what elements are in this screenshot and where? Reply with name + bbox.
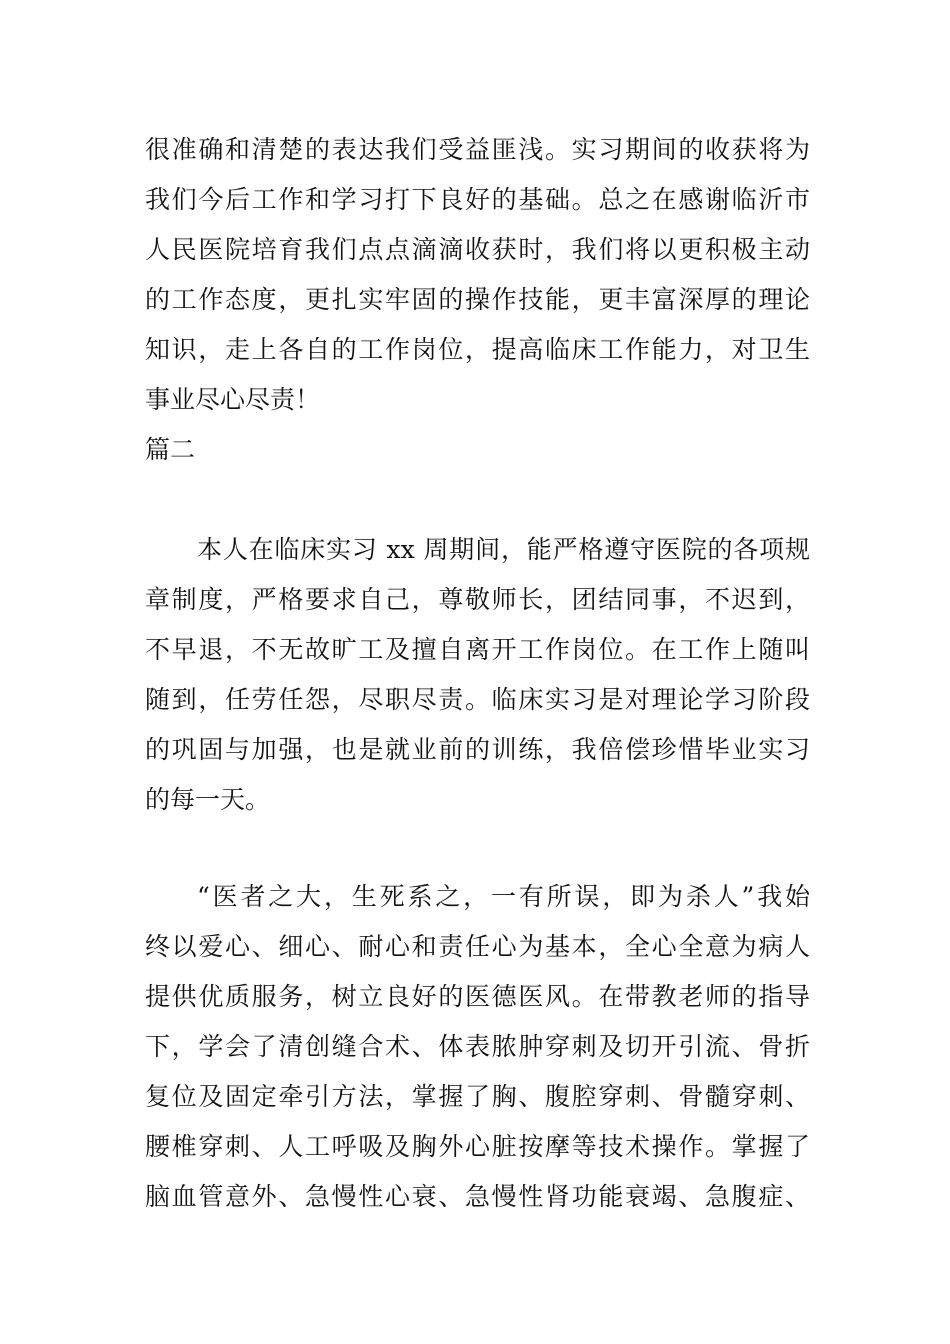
text-line: “医者之大，生死系之，一有所误，即为杀人”我始: [197, 882, 810, 911]
paragraph-internship-discipline: [145, 525, 810, 825]
text-line: 的每一天。: [145, 785, 271, 814]
text-line: 腰椎穿刺、人工呼吸及胸外心脏按摩等技术操作。掌握了: [145, 1132, 810, 1161]
text-line: 本人在临床实习 xx 周期间，能严格遵守医院的各项规: [197, 535, 810, 564]
text-line: 知识，走上各自的工作岗位，提高临床工作能力，对卫生: [145, 335, 810, 364]
text-line: 复位及固定牵引方法，掌握了胸、腹腔穿刺、骨髓穿刺、: [145, 1082, 810, 1111]
text-line: 章制度，严格要求自己，尊敬师长，团结同事，不迟到，: [145, 585, 810, 614]
section-heading: [145, 425, 810, 475]
text-line: 不早退，不无故旷工及擅自离开工作岗位。在工作上随叫: [145, 635, 810, 664]
text-line: 很准确和清楚的表达我们受益匪浅。实习期间的收获将为: [145, 135, 810, 164]
text-line: 提供优质服务，树立良好的医德医风。在带教老师的指导: [145, 982, 810, 1011]
text-line: 随到，任劳任怨，尽职尽责。临床实习是对理论学习阶段: [145, 685, 810, 714]
text-line: 下，学会了清创缝合术、体表脓肿穿刺及切开引流、骨折: [145, 1032, 810, 1061]
text-line: 的工作态度，更扎实牢固的操作技能，更丰富深厚的理论: [145, 285, 810, 314]
paragraph-continued: [145, 125, 810, 425]
text-line: 终以爱心、细心、耐心和责任心为基本，全心全意为病人: [145, 932, 810, 961]
text-line: 我们今后工作和学习打下良好的基础。总之在感谢临沂市: [145, 185, 810, 214]
text-line: 人民医院培育我们点点滴滴收获时，我们将以更积极主动: [145, 235, 810, 264]
paragraph-medical-skills: [145, 872, 810, 1222]
section-heading-text: 篇二: [145, 435, 196, 464]
text-line: 事业尽心尽责！: [145, 385, 321, 414]
text-line: 脑血管意外、急慢性心衰、急慢性肾功能衰竭、急腹症、: [145, 1182, 810, 1211]
text-line: 的巩固与加强，也是就业前的训练，我倍偿珍惜毕业实习: [145, 735, 810, 764]
